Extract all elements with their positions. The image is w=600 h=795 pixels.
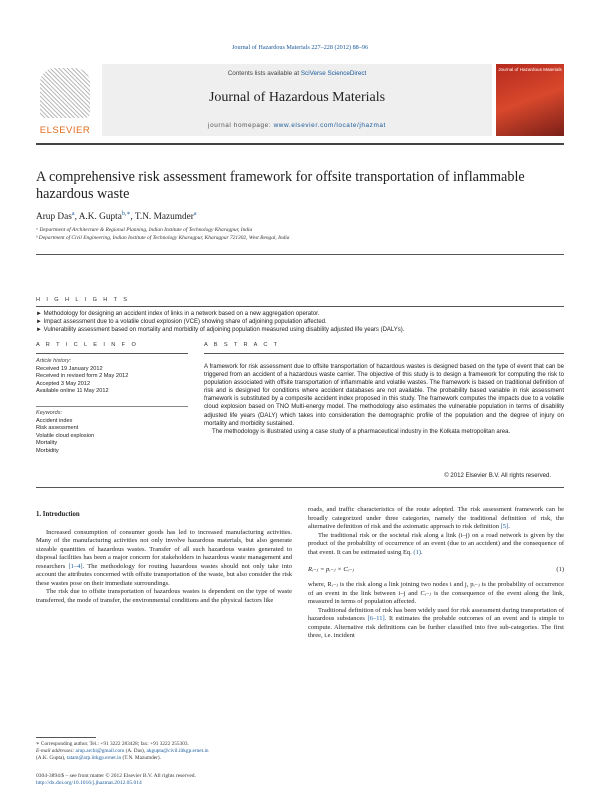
article-history	[36, 358, 188, 396]
cover-title: Journal of Hazardous Materials	[498, 67, 562, 72]
citation-link[interactable]: [6–11]	[367, 615, 385, 622]
body-paragraph: where, Rᵢ₋ⱼ is the risk along a link joining two nodes i and j, pᵢ₋ⱼ is the probability of occurrence of an event in the link between i–j and Cᵢ₋ⱼ is the consequence of the event along the link, measured in terms of population affected.	[308, 581, 564, 605]
keyword: Morbidity	[36, 447, 59, 454]
footnotes: ∗ Corresponding author. Tel.: +91 3222 283428; fax: +91 3222 255303. E-mail addresses: arup.archi@gmail.com (A. Das), akgupta@civil.iitkgp.ernet.in (A.K. Gupta), tatam@arp.iitkgp.ernet.in (T.N. Mazumder).	[36, 741, 292, 763]
citation-link[interactable]: [1–4]	[68, 562, 83, 570]
highlights-label: H I G H L I G H T S	[36, 297, 130, 303]
keyword: Risk assessment	[36, 425, 79, 432]
highlight-item: ► Impact assessment due to a volatile cloud explosion (VCE) showing share of adjoining population affected.	[36, 319, 327, 325]
author-name[interactable]: Arup Das	[36, 212, 72, 223]
corresponding-author-note: ∗ Corresponding author. Tel.: +91 3222 283428; fax: +91 3222 255303.	[36, 741, 189, 747]
citation-link[interactable]: [5]	[500, 523, 509, 530]
doi-link[interactable]: http://dx.doi.org/10.1016/j.jhazmat.2012.05.014	[36, 780, 142, 787]
footnote-rule	[36, 737, 96, 738]
highlight-item: ► Methodology for designing an accident index of links in a network based on a new aggregation operator.	[36, 311, 320, 317]
copyright: © 2012 Elsevier B.V. All rights reserved.	[444, 473, 551, 479]
abstract-paragraph: The methodology is illustrated using a case study of a pharmaceutical industry in the Kolkata metropolitan area.	[212, 428, 511, 435]
article-info-rule	[36, 353, 188, 354]
affiliation-a: ᵃ Department of Architecture & Regional Planning, Indian Institute of Technology Kharagpur, India	[36, 227, 253, 233]
keywords	[36, 410, 188, 456]
header-divider	[36, 143, 564, 145]
homepage-link[interactable]: www.elsevier.com/locate/jhazmat	[273, 122, 386, 129]
keyword: Accident index	[36, 417, 73, 424]
history-entry: Received 19 January 2012	[36, 365, 103, 372]
author-name[interactable]: A.K. Gupta	[78, 212, 122, 223]
equation-row	[308, 561, 564, 581]
body-paragraph: Increased consumption of consumer goods has led to increased manufacturing activities. Many of the manufacturing activities not only involve hazardous materials, but also generate sizeable quantities of hazardous wastes. Transfer of all such hazardous wastes generated to disposal facilities has been a major concern for stakeholders in hazardous waste management and researchers [1–4]. The methodology for routing hazardous wastes should not only take into account the attributes concerned with offsite transportation of the waste, but also consider the risk these wastes pose on their immediate surroundings.	[36, 528, 292, 587]
journal-citation[interactable]: Journal of Hazardous Materials 227–228 (2012) 88–96	[231, 44, 369, 51]
body-left-column	[36, 511, 292, 605]
affiliation-b: ᵇ Department of Civil Engineering, Indian Institute of Technology Kharagpur, Kharagpur 721302, West Bengal, India	[36, 235, 290, 241]
body-right-column	[308, 506, 564, 641]
email-link[interactable]: tatam@arp.iitkgp.ernet.in	[66, 755, 122, 762]
keywords-label: Keywords:	[36, 410, 63, 416]
abstract-rule	[204, 353, 564, 354]
equation-number: (1)	[556, 566, 564, 573]
article-meta	[36, 773, 196, 787]
author-name[interactable]: T.N. Mazumder	[134, 212, 194, 223]
article-info-label: A R T I C L E I N F O	[36, 342, 139, 348]
history-entry: Received in revised form 2 May 2012	[36, 373, 129, 380]
journal-cover-image[interactable]	[496, 64, 564, 136]
highlights-rule	[36, 306, 564, 307]
email-link[interactable]: arup.archi@gmail.com	[75, 748, 125, 755]
sciencedirect-link[interactable]: SciVerse ScienceDirect	[300, 70, 367, 77]
body-paragraph: The traditional risk or the societal risk along a link (i–j) on a road network is given by the product of the probability of occurrence of an event (due to an accident) and the consequence of that event. It can be estimated using Eq. (1).	[308, 531, 564, 556]
history-entry: Accepted 3 May 2012	[36, 380, 91, 387]
body-paragraph: Traditional definition of risk has been widely used for risk assessment during transportation of hazardous substances [6–11]. It estimates the probable outcomes of an event and is simple to compute. Alternative risk definitions can be further classified into five sub-categories. The first three, i.e. incident	[308, 606, 564, 639]
equation-reference[interactable]: (1)	[413, 548, 422, 556]
contents-line: Contents lists available at SciVerse ScienceDirect	[227, 70, 367, 77]
abstract-text	[204, 363, 564, 436]
elsevier-logo[interactable]	[36, 64, 94, 136]
affiliation-divider	[36, 254, 564, 255]
journal-banner	[102, 64, 492, 136]
section-heading: 1. Introduction	[36, 511, 80, 518]
abstract-bottom-rule	[36, 487, 564, 488]
keyword: Mortality	[36, 440, 58, 447]
homepage-line: journal homepage: www.elsevier.com/locate/jhazmat	[208, 122, 386, 129]
abstract-paragraph: A framework for risk assessment due to offsite transportation of hazardous wastes is designed based on the type of event that can be triggered from an accident of a hazardous waste carrier. The objective of this study is to design a framework for computing the risk to population associated with offsite transportation of inflammable and volatile wastes. The framework is based on traditional definition of risk and is designed for conditions where accident databases are not available. The probability based variable in risk assessment framework is substituted by a composite accident index proposed in this study. The framework computes the impacts due to a volatile cloud explosion based on TNO Multi-energy model. The methodology also estimates the vulnerable population in terms of disability adjusted life years (DALY) which takes into consideration the demographic profile of the population and the degree of injury on mortality and morbidity sustained.	[204, 364, 564, 427]
history-entry: Available online 11 May 2012	[36, 388, 109, 395]
keywords-rule	[36, 406, 188, 407]
history-label: Article history:	[36, 358, 72, 364]
equation: Rᵢ₋ⱼ = pᵢ₋ⱼ × Cᵢ₋ⱼ	[308, 566, 355, 573]
author-list: Arup Das$^a$, A.K. Gupta$^{b,∗}$, T.N. Mazumder$^a$	[36, 211, 197, 223]
email-addresses: E-mail addresses: arup.archi@gmail.com (A. Das), akgupta@civil.iitkgp.ernet.in	[36, 748, 209, 755]
abstract-label: A B S T R A C T	[204, 342, 280, 348]
journal-name: Journal of Hazardous Materials	[208, 90, 386, 105]
keyword: Volatile cloud explosion	[36, 432, 95, 439]
email-link[interactable]: akgupta@civil.iitkgp.ernet.in	[146, 748, 209, 755]
elsevier-tree-icon	[40, 68, 90, 118]
body-paragraph: The risk due to offsite transportation of hazardous wastes is dependent on the type of waste transferred, the mode of transfer, the environmental conditions and the physical factors like	[36, 588, 292, 604]
publisher-name: ELSEVIER	[39, 125, 91, 136]
body-paragraph: roads, and traffic characteristics of the route adopted. The risk assessment framework can be broadly categorized under three categories, namely the traditional definition of risk, the alternative definition of risk and the axiomatic approach to risk definition [5].	[308, 506, 564, 530]
highlight-item: ► Vulnerability assessment based on mortality and morbidity of adjoining population measured using disability adjusted life years (DALYs).	[36, 327, 405, 333]
article-title: A comprehensive risk assessment framework for offsite transportation of inflammable hazardous waste	[36, 169, 525, 202]
issn-line: 0304-3894/$ – see front matter © 2012 Elsevier B.V. All rights reserved.	[36, 773, 196, 779]
journal-header	[36, 64, 564, 136]
